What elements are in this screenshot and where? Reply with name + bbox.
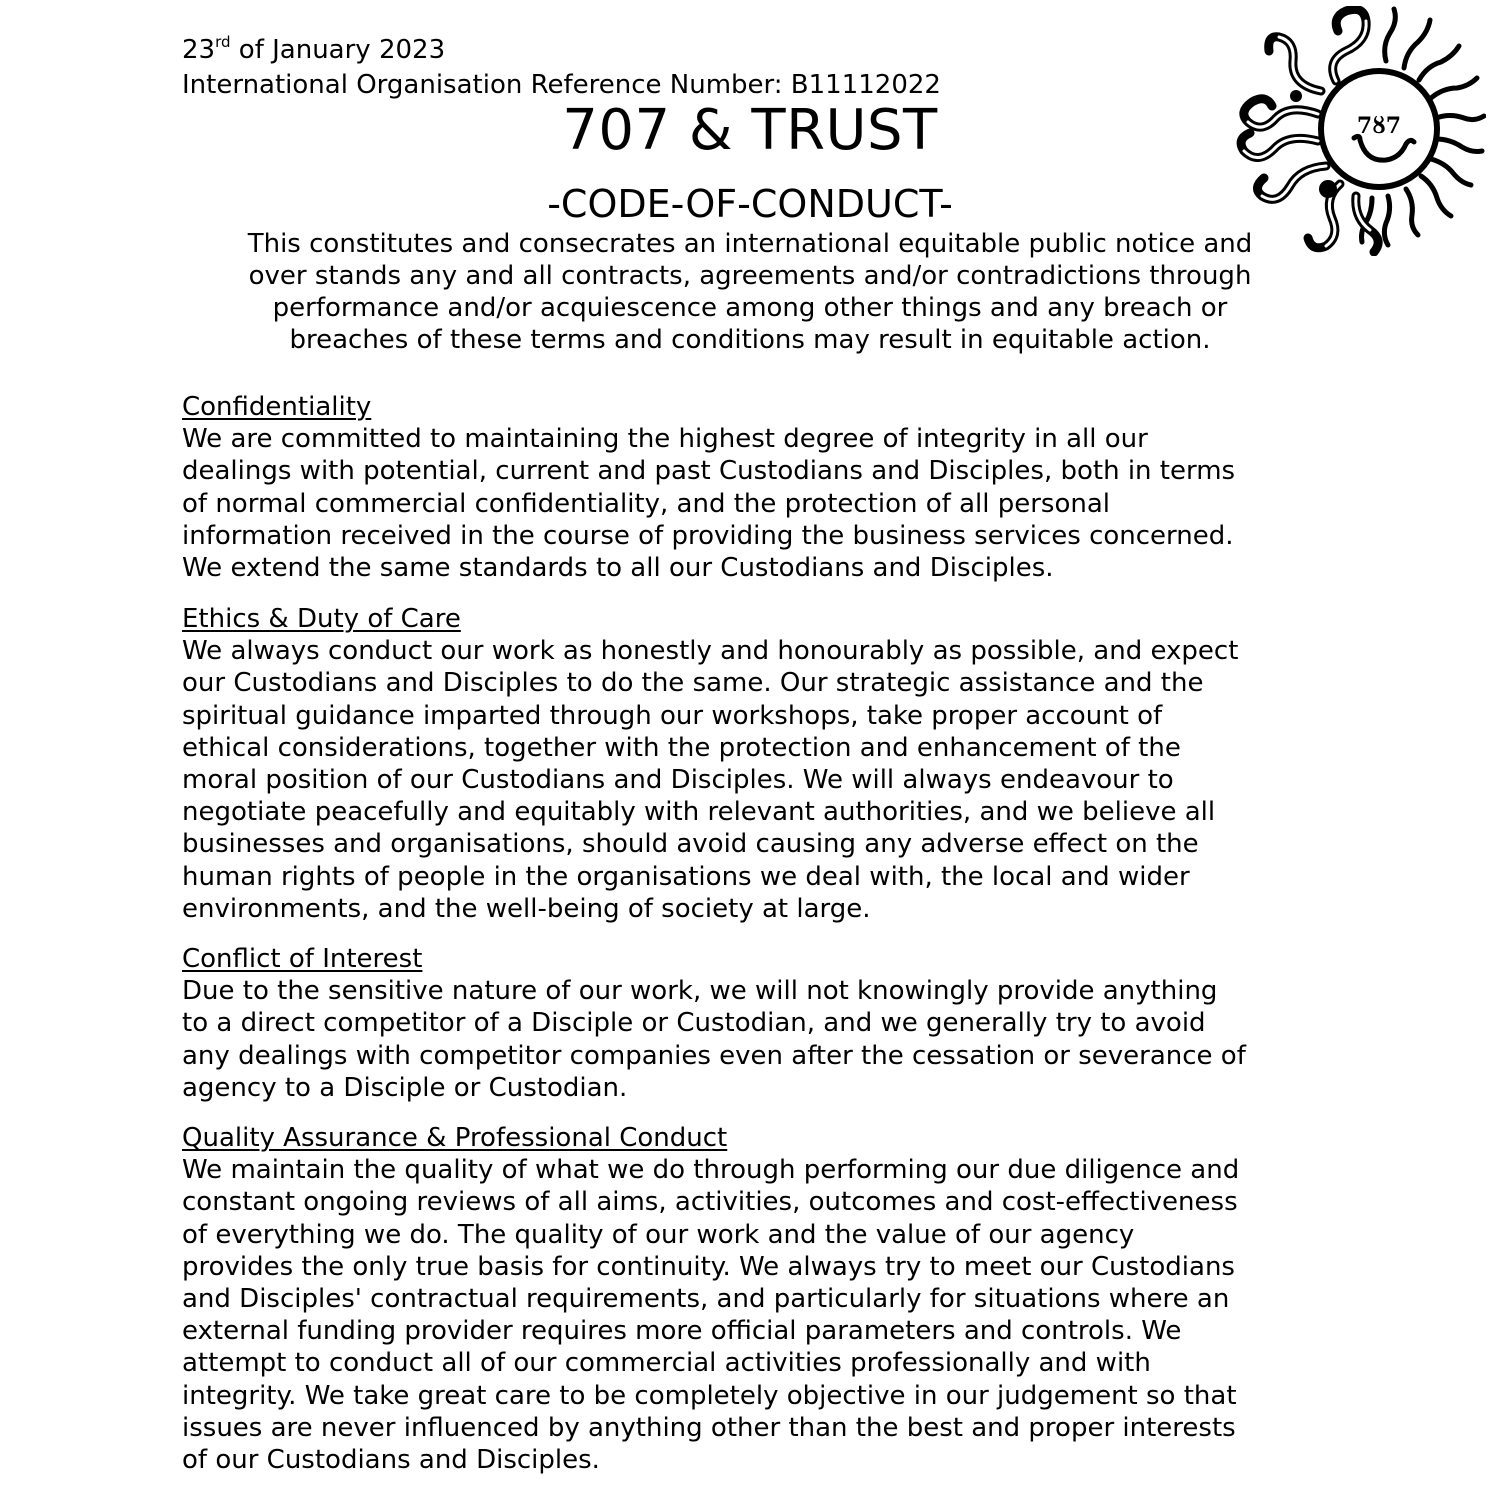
section-heading: Quality Assurance & Professional Conduct: [182, 1123, 728, 1153]
document-meta: [182, 34, 941, 101]
section-line: spiritual guidance imparted through our workshops, take proper account of: [182, 700, 1163, 731]
section-line: dealings with potential, current and past Custodians and Disciples, both in terms: [182, 456, 1236, 487]
notice-line: This constitutes and consecrates an international equitable public notice and: [247, 229, 1253, 259]
section-line: We are committed to maintaining the highest degree of integrity in all our: [182, 424, 1148, 455]
notice-line: performance and/or acquiescence among other things and any breach or: [272, 293, 1228, 323]
public-notice: [0, 228, 1500, 356]
section-line: Due to the sensitive nature of our work, we will not knowingly provide anything: [182, 976, 1218, 1007]
section-line: of normal commercial confidentiality, and the protection of all personal: [182, 488, 1110, 519]
notice-line: over stands any and all contracts, agreements and/or contradictions through: [248, 261, 1252, 291]
section-confidentiality: [182, 391, 1332, 584]
section-line: environments, and the well-being of society at large.: [182, 893, 871, 924]
section-line: businesses and organisations, should avoid causing any adverse effect on the: [182, 829, 1199, 860]
section-line: We always conduct our work as honestly and honourably as possible, and expect: [182, 636, 1239, 667]
date-rest: of January 2023: [230, 35, 446, 65]
section-line: We maintain the quality of what we do through performing our due diligence and: [182, 1155, 1240, 1186]
document-title: 707 & TRUST: [562, 98, 938, 163]
section-line: any dealings with competitor companies even after the cessation or severance of: [182, 1040, 1246, 1071]
logo-emblem-text: 7ȣ7: [1356, 113, 1402, 139]
section-line: issues are never influenced by anything other than the best and proper interests: [182, 1412, 1236, 1443]
document-date: [182, 34, 941, 69]
section-line: human rights of people in the organisations we deal with, the local and wider: [182, 861, 1190, 892]
section-line: integrity. We take great care to be completely objective in our judgement so that: [182, 1380, 1237, 1411]
section-line: our Custodians and Disciples to do the same. Our strategic assistance and the: [182, 668, 1204, 699]
section-heading: Ethics & Duty of Care: [182, 604, 461, 634]
section-quality-assurance: [182, 1122, 1332, 1476]
section-line: agency to a Disciple or Custodian.: [182, 1072, 628, 1103]
section-heading: Confidentiality: [182, 392, 372, 422]
section-conflict-of-interest: [182, 943, 1332, 1104]
date-suffix: rd: [215, 33, 231, 51]
section-line: constant ongoing reviews of all aims, activities, outcomes and cost-effectiveness: [182, 1187, 1238, 1218]
section-line: provides the only true basis for continuity. We always try to meet our Custodians: [182, 1251, 1235, 1282]
section-line: external funding provider requires more official parameters and controls. We: [182, 1316, 1182, 1347]
section-line: ethical considerations, together with the protection and enhancement of the: [182, 732, 1181, 763]
date-day: 23: [182, 35, 216, 65]
section-line: moral position of our Custodians and Disciples. We will always endeavour to: [182, 765, 1174, 796]
notice-line: breaches of these terms and conditions may result in equitable action.: [289, 325, 1211, 355]
section-line: We extend the same standards to all our Custodians and Disciples.: [182, 553, 1054, 584]
section-line: of everything we do. The quality of our work and the value of our agency: [182, 1219, 1135, 1250]
reference-number: International Organisation Reference Number: B11112022: [182, 70, 941, 100]
section-line: and Disciples' contractual requirements, and particularly for situations where an: [182, 1284, 1230, 1315]
section-line: attempt to conduct all of our commercial activities professionally and with: [182, 1348, 1151, 1379]
section-heading: Conflict of Interest: [182, 944, 423, 974]
section-line: negotiate peacefully and equitably with relevant authorities, and we believe all: [182, 797, 1216, 828]
document-subtitle: -CODE-OF-CONDUCT-: [547, 182, 953, 226]
section-line: of our Custodians and Disciples.: [182, 1445, 600, 1476]
section-line: information received in the course of providing the business services concerned.: [182, 520, 1234, 551]
section-ethics-duty-of-care: [182, 603, 1332, 925]
section-line: to a direct competitor of a Disciple or Custodian, and we generally try to avoid: [182, 1008, 1206, 1039]
